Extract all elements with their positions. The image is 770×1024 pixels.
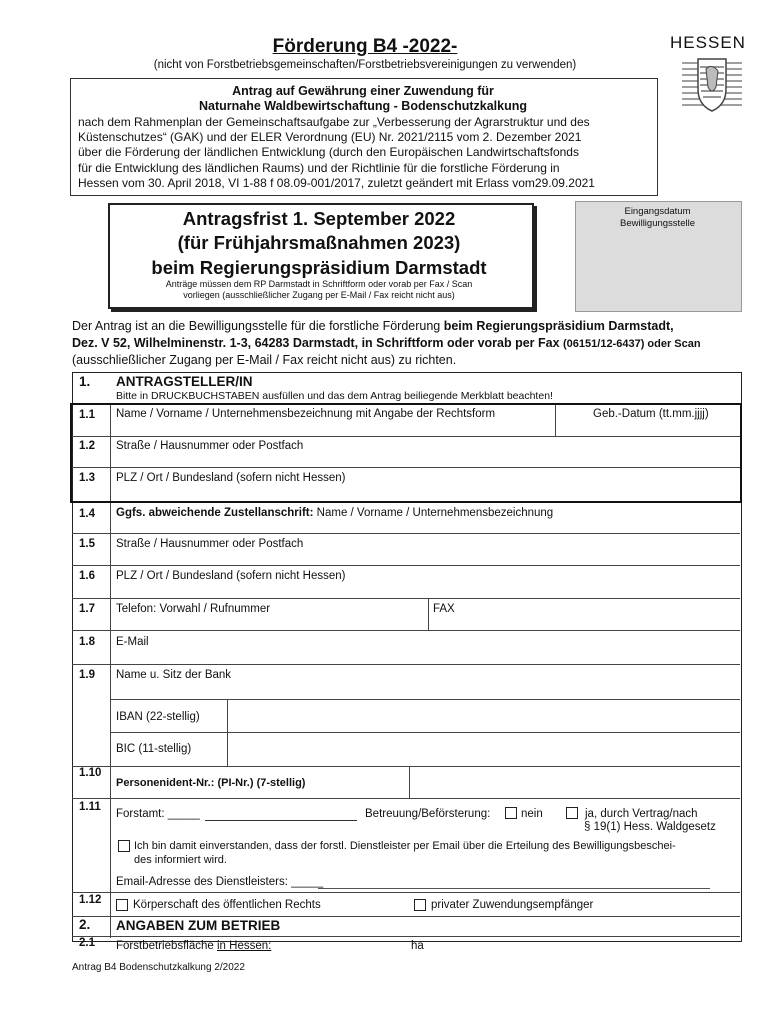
provider-email-field[interactable]: Email-Adresse des Dienstleisters: _____ (116, 876, 324, 888)
row-number: 1.2 (79, 440, 95, 452)
row-divider (72, 630, 740, 631)
deadline-line1: Antragsfrist 1. September 2022 (182, 208, 456, 229)
intro-line: für die Entwicklung des ländlichen Raums) und der Richtlinie für die forstliche Förderung in (78, 160, 560, 175)
row-number: 1.8 (79, 636, 95, 648)
section2-number: 2. (79, 917, 91, 932)
section1-title: ANTRAGSTELLER/IN (116, 374, 253, 389)
address-bold: Dez. V 52, Wilhelminenstr. 1-3, 64283 Darmstadt, in Schriftform oder vorab per Fax (72, 335, 564, 350)
row-divider (72, 766, 740, 767)
deadline-note (108, 279, 530, 301)
nein-checkbox[interactable] (505, 807, 517, 819)
applicant-street-field[interactable]: Straße / Hausnummer oder Postfach (116, 440, 304, 452)
row-number: 1.5 (79, 538, 95, 550)
alt-address-name-field[interactable] (116, 507, 553, 519)
row-divider (72, 916, 740, 917)
section1-instruction: Bitte in DRUCKBUCHSTABEN ausfüllen und das dem Antrag beiliegende Merkblatt beachten! (116, 390, 553, 402)
bic-input[interactable] (229, 734, 738, 764)
forest-area-field[interactable] (116, 940, 271, 952)
pi-number-label: Personenident-Nr.: (PI-Nr.) (7-stellig) (116, 777, 306, 789)
applicant-name-field[interactable]: Name / Vorname / Unternehmensbezeichnung mit Angabe der Rechtsform (116, 408, 496, 420)
row-number: 1.12 (79, 894, 102, 906)
row-divider (72, 892, 740, 893)
column-divider (428, 598, 429, 630)
deadline-note-line2: vorliegen (ausschließlicher Zugang per E-Mail / Fax reicht nicht aus) (183, 290, 455, 300)
section1-number: 1. (79, 374, 91, 389)
private-recipient-label: privater Zuwendungsempfänger (431, 899, 594, 911)
bank-name-field[interactable]: Name u. Sitz der Bank (116, 669, 232, 681)
consent-label-line2: des informiert wird. (134, 854, 227, 866)
alt-address-label: Ggfs. abweichende Zustellanschrift: (116, 507, 314, 519)
row-number: 1.1 (79, 409, 95, 421)
pi-number-input[interactable] (411, 768, 738, 797)
intro-line: Küstenschutzes“ (GAK) und der ELER Verordnung (EU) Nr. 2021/2115 vom 2. Dezember 2021 (78, 130, 582, 145)
intro-heading-line1: Antrag auf Gewährung einer Zuwendung für (232, 84, 494, 98)
consent-label-line1: Ich bin damit einverstanden, dass der forstl. Dienstleister per Email über die Erteilung des Bewilligungsbeschei- (134, 840, 676, 852)
deadline-note-line1: Anträge müssen dem RP Darmstadt in Schriftform oder vorab per Fax / Scan (165, 279, 473, 289)
email-field[interactable]: E-Mail (116, 636, 149, 648)
intro-line: über die Förderung der ländlichen Entwicklung (durch den Europäischen Landwirtschaftsfonds (78, 145, 579, 160)
deadline-line2: (für Frühjahrsmaßnahmen 2023) (177, 232, 461, 253)
address-bold: beim Regierungspräsidium Darmstadt, (443, 319, 674, 333)
row-number: 1.9 (79, 669, 95, 681)
row-number: 2.1 (79, 937, 95, 949)
provider-email-underline (318, 888, 710, 889)
address-text: Der Antrag ist an die Bewilligungsstelle für die forstliche Förderung (72, 319, 444, 333)
alt-city-field[interactable]: PLZ / Ort / Bundesland (sofern nicht Hessen) (116, 570, 346, 582)
alt-address-sublabel: Name / Vorname / Unternehmensbezeichnung (313, 507, 554, 519)
row-divider (72, 936, 740, 937)
row-number: 1.11 (79, 801, 101, 813)
row-number: 1.3 (79, 472, 95, 484)
iban-input[interactable] (229, 701, 738, 731)
applicant-city-field[interactable]: PLZ / Ort / Bundesland (sofern nicht Hessen) (116, 472, 346, 484)
public-body-checkbox[interactable] (116, 899, 128, 911)
intro-line: Hessen vom 30. April 2018, VI 1-88 f 08.09-001/2017, zuletzt geändert mit Erlass vom29.09.2021 (78, 175, 595, 190)
row-number: 1.7 (79, 603, 95, 615)
row-divider (72, 664, 740, 665)
row-divider (72, 798, 740, 799)
row-divider (110, 732, 740, 733)
form-subtitle: (nicht von Forstbetriebsgemeinschaften/Forstbetriebsvereinigungen zu verwenden) (153, 59, 577, 71)
betreuung-label: Betreuung/Beförsterung: (365, 808, 491, 820)
intro-body (78, 115, 650, 191)
consent-checkbox[interactable] (118, 840, 130, 852)
stamp-label-line1: Eingangsdatum (624, 206, 691, 217)
hessen-logo-text: HESSEN (670, 33, 746, 52)
address-fax: (06151/12-6437) oder Scan (563, 337, 701, 350)
submission-address (72, 318, 744, 369)
form-title: Förderung B4 -2022- (272, 36, 458, 57)
fax-field[interactable]: FAX (433, 603, 455, 615)
row-divider (72, 565, 740, 566)
row-number: 1.6 (79, 570, 95, 582)
forest-area-label: Forstbetriebsfläche (116, 940, 217, 952)
deadline-line3: beim Regierungspräsidium Darmstadt (151, 257, 487, 278)
row-divider (72, 533, 740, 534)
phone-field[interactable]: Telefon: Vorwahl / Rufnummer (116, 603, 271, 615)
birth-date-field[interactable]: Geb.-Datum (tt.mm.jjjj) (593, 408, 709, 420)
stamp-label-line2: Bewilligungsstelle (620, 218, 695, 229)
hessen-crest-icon (680, 55, 744, 113)
alt-street-field[interactable]: Straße / Hausnummer oder Postfach (116, 538, 304, 550)
intro-heading-line2: Naturnahe Waldbewirtschaftung - Bodenschutzkalkung (198, 99, 528, 113)
row-number: 1.10 (79, 767, 102, 779)
forest-area-location: in Hessen: (217, 940, 272, 952)
form-footer: Antrag B4 Bodenschutzkalkung 2/2022 (72, 962, 245, 973)
public-body-label: Körperschaft des öffentlichen Rechts (133, 899, 321, 911)
ja-label-line1: ja, durch Vertrag/nach (585, 808, 698, 820)
nein-label: nein (521, 808, 543, 820)
row-divider (72, 598, 740, 599)
iban-label: IBAN (22-stellig) (116, 711, 200, 723)
forstamt-underline (205, 820, 357, 821)
column-divider (227, 699, 228, 766)
ja-label-line2: § 19(1) Hess. Waldgesetz (584, 821, 716, 833)
column-divider (409, 766, 410, 798)
row-number: 1.4 (79, 508, 95, 520)
address-text: (ausschließlicher Zugang per E-Mail / Fax reicht nicht aus) zu richten. (72, 353, 457, 367)
private-recipient-checkbox[interactable] (414, 899, 426, 911)
forstamt-field[interactable]: Forstamt: _____ (116, 808, 200, 820)
section2-title: ANGABEN ZUM BETRIEB (116, 918, 281, 933)
forest-area-unit: ha (411, 940, 424, 952)
intro-line: nach dem Rahmenplan der Gemeinschaftsaufgabe zur „Verbesserung der Agrarstruktur und des (78, 115, 590, 129)
ja-checkbox[interactable] (566, 807, 578, 819)
row-divider (110, 699, 740, 700)
bic-label: BIC (11-stellig) (116, 743, 192, 755)
